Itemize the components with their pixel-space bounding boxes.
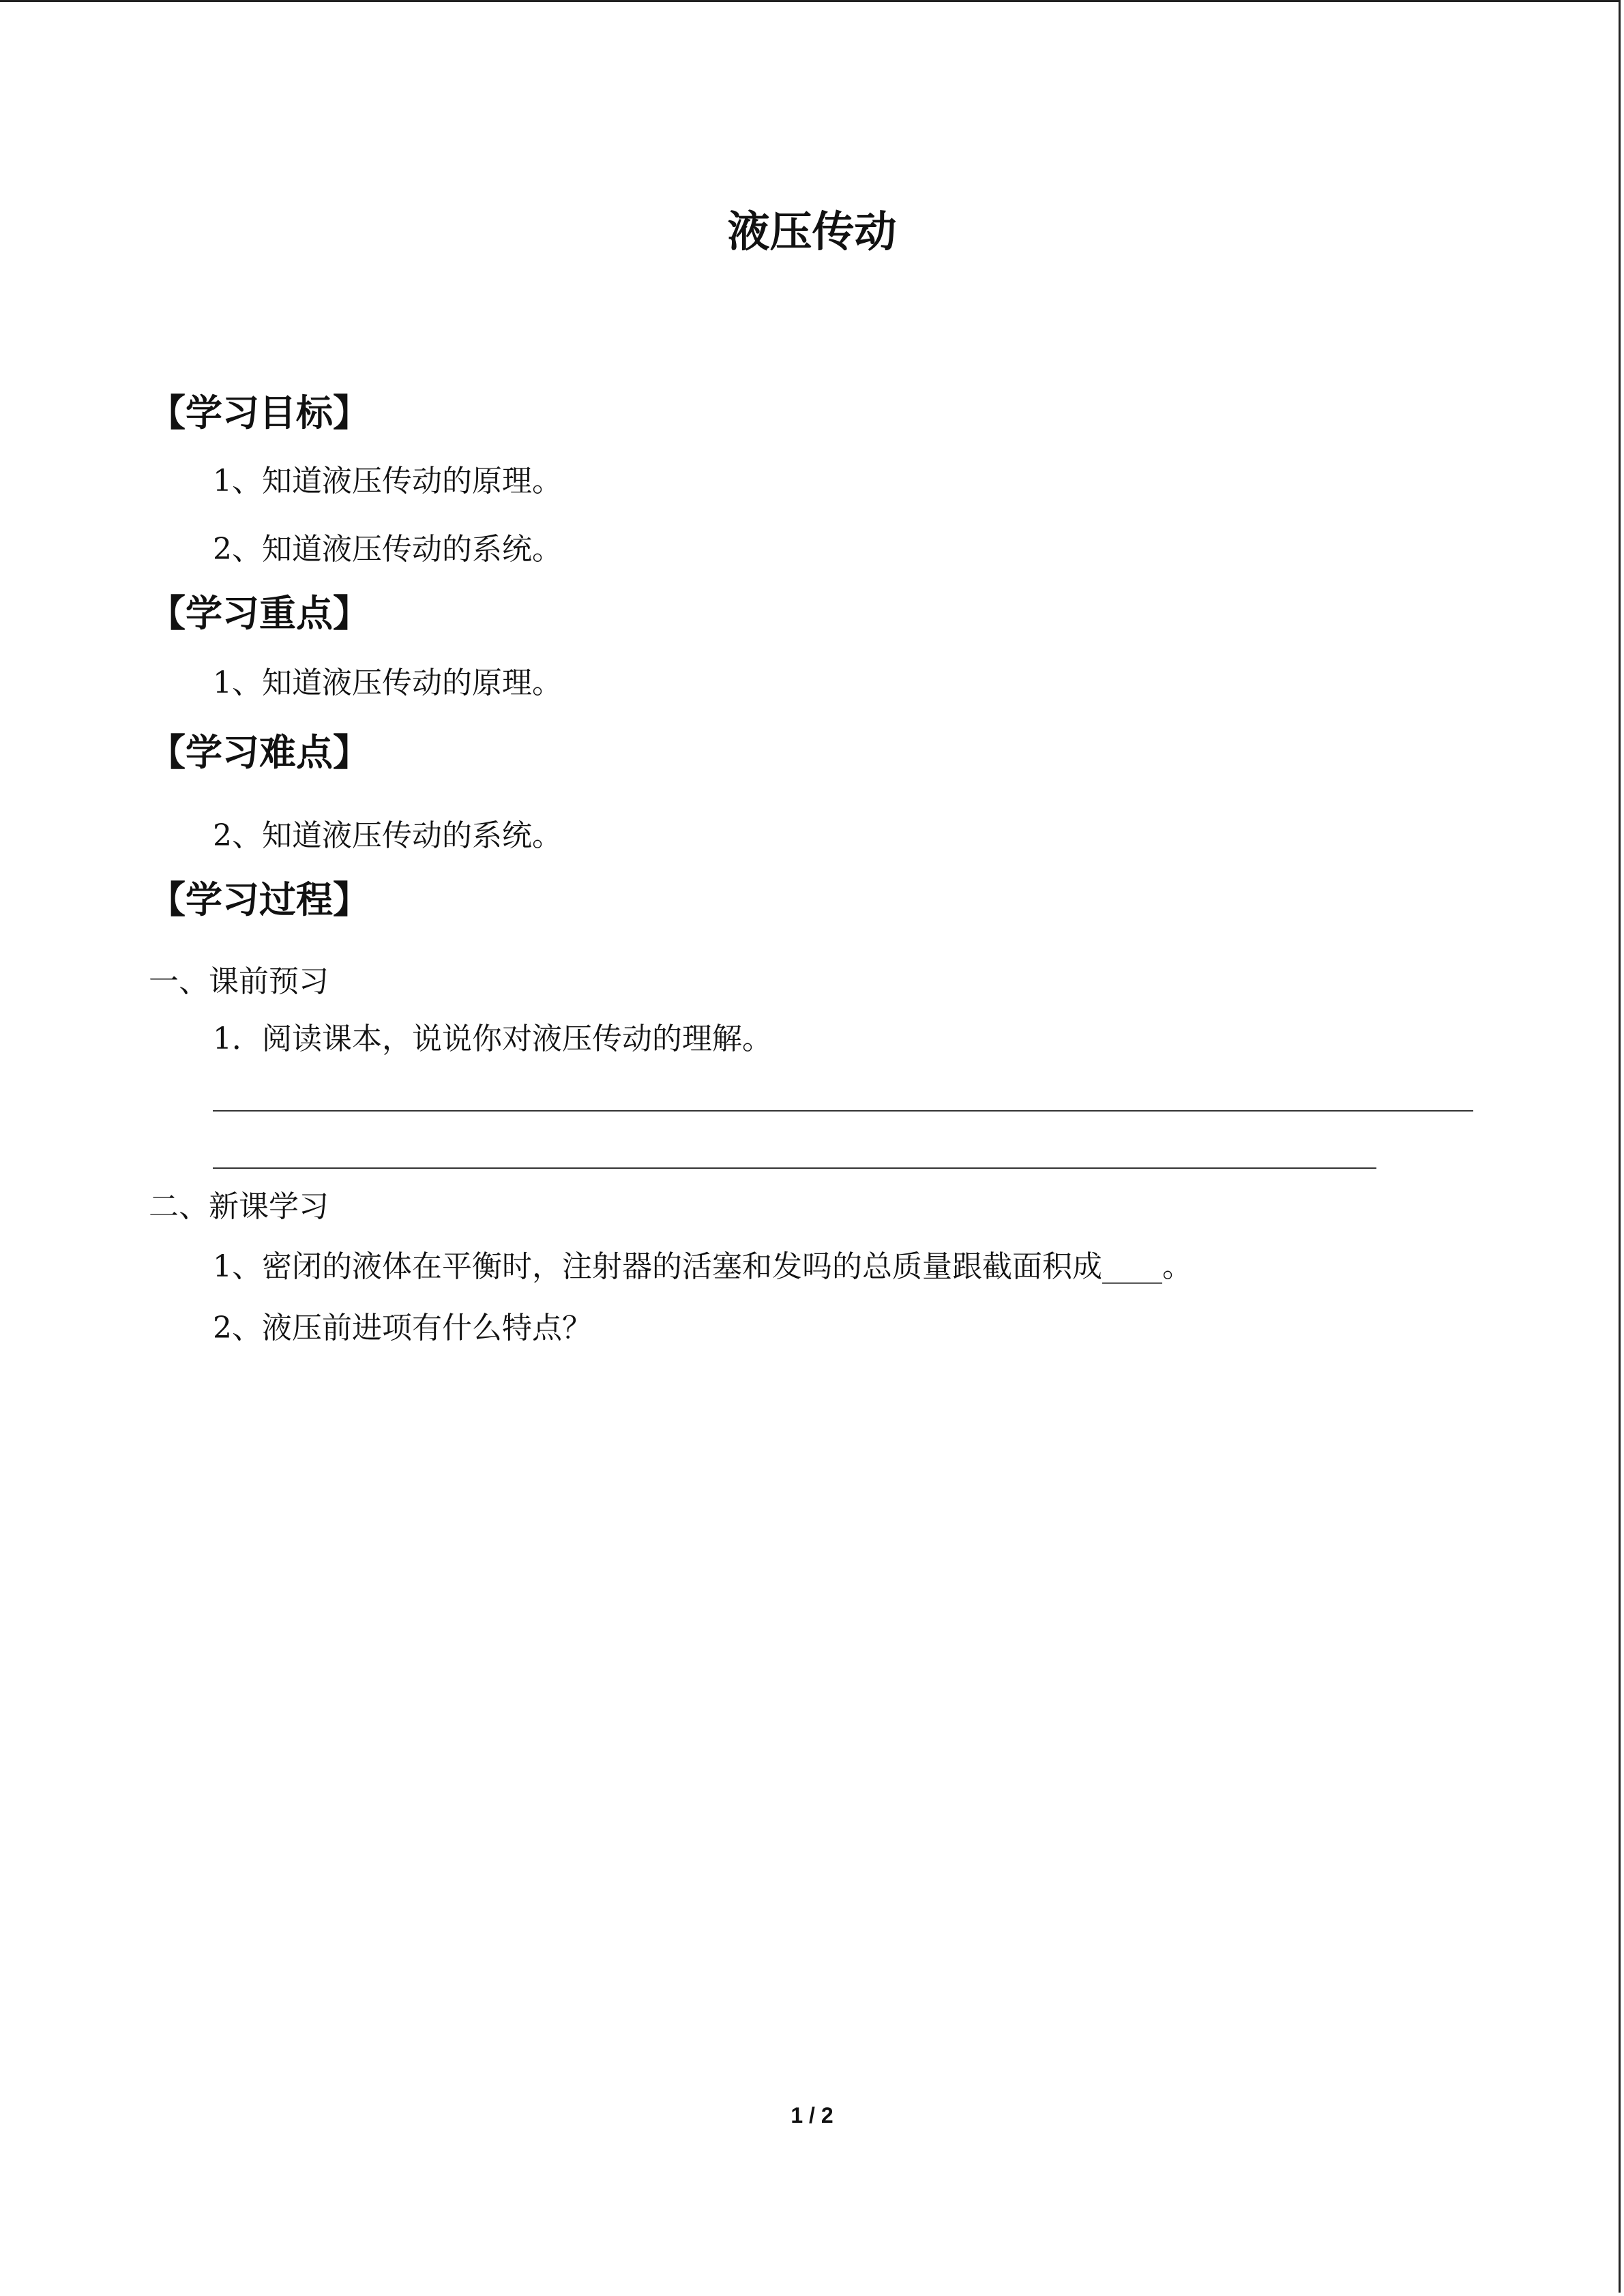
heading-objectives: 【学习目标】 — [149, 391, 370, 434]
new-lesson-item-2: 2、液压前进项有什么特点？ — [213, 1311, 592, 1345]
preview-item-1: 1．阅读课本，说说你对液压传动的理解。 — [213, 1022, 772, 1056]
preview-title: 一、课前预习 — [149, 964, 329, 999]
objective-item-1: 1、知道液压传动的原理。 — [213, 464, 562, 498]
objective-item-2: 2、知道液压传动的系统。 — [213, 532, 562, 567]
page-number: 1 / 2 — [791, 2103, 833, 2128]
heading-difficulties: 【学习难点】 — [149, 731, 370, 774]
heading-process: 【学习过程】 — [149, 878, 370, 921]
heading-key-points: 【学习重点】 — [149, 592, 370, 635]
answer-line-2 — [213, 1167, 1376, 1169]
answer-line-1 — [213, 1110, 1473, 1112]
new-lesson-item-1: 1、密闭的液体在平衡时，注射器的活塞和发吗的总质量跟截面积成____。 — [213, 1249, 1192, 1284]
difficulty-item-1: 2、知道液压传动的系统。 — [213, 818, 562, 853]
page-title: 液压传动 — [727, 207, 897, 256]
key-point-item-1: 1、知道液压传动的原理。 — [213, 666, 562, 700]
new-lesson-title: 二、新课学习 — [149, 1189, 329, 1224]
